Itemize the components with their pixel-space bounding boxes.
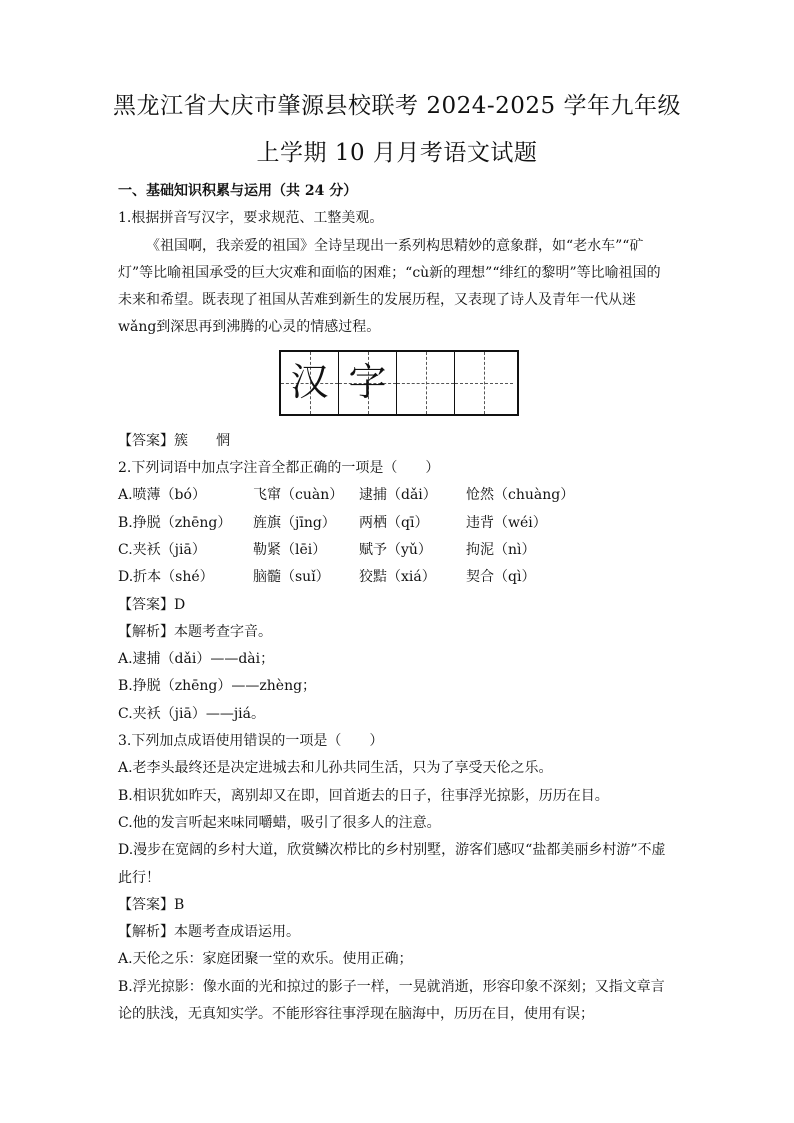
q2-option-item: 契合（qì） (466, 569, 536, 586)
q2-option-item: 怆然（chuàng） (466, 487, 575, 504)
q2-stem: 2.下列词语中加点字注音全都正确的一项是（ ） (118, 460, 440, 477)
q2-option-item: 两栖（qī） (359, 514, 429, 531)
q2-option-row (118, 482, 678, 509)
q3-note: A.天伦之乐：家庭团聚一堂的欢乐。使用正确； (118, 951, 413, 968)
q2-analysis: 【解析】本题考查字音。 (118, 623, 272, 640)
grid-char: 汉 (290, 360, 329, 405)
q2-option-item: 勒紧（lēi） (253, 541, 327, 558)
exam-body (118, 178, 678, 1028)
q2-option-row (118, 564, 678, 591)
grid-char (455, 352, 513, 414)
exam-title-line1: 黑龙江省大庆市肇源县校联考 2024-2025 学年九年级 (113, 93, 681, 119)
q2-note: A.逮捕（dǎi）——dài； (118, 651, 275, 668)
grid-char (397, 352, 454, 414)
q3-option: D.漫步在宽阔的乡村大道，欣赏鳞次栉比的乡村别墅，游客们感叹“盐都美丽乡村游”不虚此行！ (118, 842, 666, 886)
q2-option-item: 逮捕（dǎi） (359, 487, 437, 504)
q2-option-row (118, 537, 678, 564)
q2-option-item: 赋予（yǔ） (359, 541, 432, 558)
q2-option-row (118, 510, 678, 537)
q1-passage: 《祖国啊，我亲爱的祖国》全诗呈现出一系列构思精妙的意象群，如“老水车”“矿灯”等比喻祖国承受的巨大灾难和面临的困难；“cù新的理想”“绯红的黎明”等比喻祖国的未来和希望。既表现了祖国从苦难到新生的发展历程，又表现了诗人及青年一代从迷wǎng到深思再到沸腾的心灵的情感过程。 (118, 237, 661, 336)
q1-answer: 【答案】簇 惘 (118, 432, 230, 449)
q3-stem: 3.下列加点成语使用错误的一项是（ ） (118, 733, 384, 750)
q3-analysis: 【解析】本题考查成语运用。 (118, 924, 300, 941)
exam-title-line2: 上学期 10 月月考语文试题 (256, 140, 538, 166)
grid-cell (455, 352, 513, 414)
q2-option-item: D.折本（shé） (118, 569, 214, 586)
q2-option-item: 脑髓（suǐ） (253, 569, 330, 586)
grid-cell (397, 352, 455, 414)
q3-option: B.相识犹如昨天，离别却又在即，回首逝去的日子，往事浮光掠影，历历在目。 (118, 787, 609, 804)
q2-answer: 【答案】D (118, 596, 186, 613)
q2-note: B.挣脱（zhēng）——zhèng； (118, 678, 317, 695)
q2-note: C.夹袄（jiā）——jiá。 (118, 705, 265, 722)
q2-option-item: B.挣脱（zhēng） (118, 514, 232, 531)
q2-option-item: 旌旗（jīng） (253, 514, 336, 531)
section-heading: 一、基础知识积累与运用（共 24 分） (118, 183, 358, 199)
q2-option-item: 狡黠（xiá） (359, 569, 436, 586)
grid-cell (281, 352, 339, 414)
q2-option-item: A.喷薄（bó） (118, 487, 206, 504)
q1-stem: 1.根据拼音写汉字，要求规范、工整美观。 (118, 210, 384, 227)
q3-option: C.他的发言听起来味同嚼蜡，吸引了很多人的注意。 (118, 814, 441, 831)
tianzige-grid (279, 350, 519, 416)
q3-answer: 【答案】B (118, 896, 185, 913)
grid-cell (339, 352, 397, 414)
grid-char: 字 (348, 360, 387, 405)
q2-option-item: 违背（wéi） (466, 514, 547, 531)
q2-option-item: 拘泥（nì） (466, 541, 536, 558)
q2-option-item: C.夹袄（jiā） (118, 541, 206, 558)
q2-option-item: 飞窜（cuàn） (253, 487, 344, 504)
q3-note: B.浮光掠影：像水面的光和掠过的影子一样，一晃就消逝，形容印象不深刻；又指文章言论的肤浅，无真知实学。不能形容往事浮现在脑海中，历历在目，使用有误； (118, 978, 665, 1023)
q3-option: A.老李头最终还是决定进城去和儿孙共同生活，只为了享受天伦之乐。 (118, 760, 553, 777)
